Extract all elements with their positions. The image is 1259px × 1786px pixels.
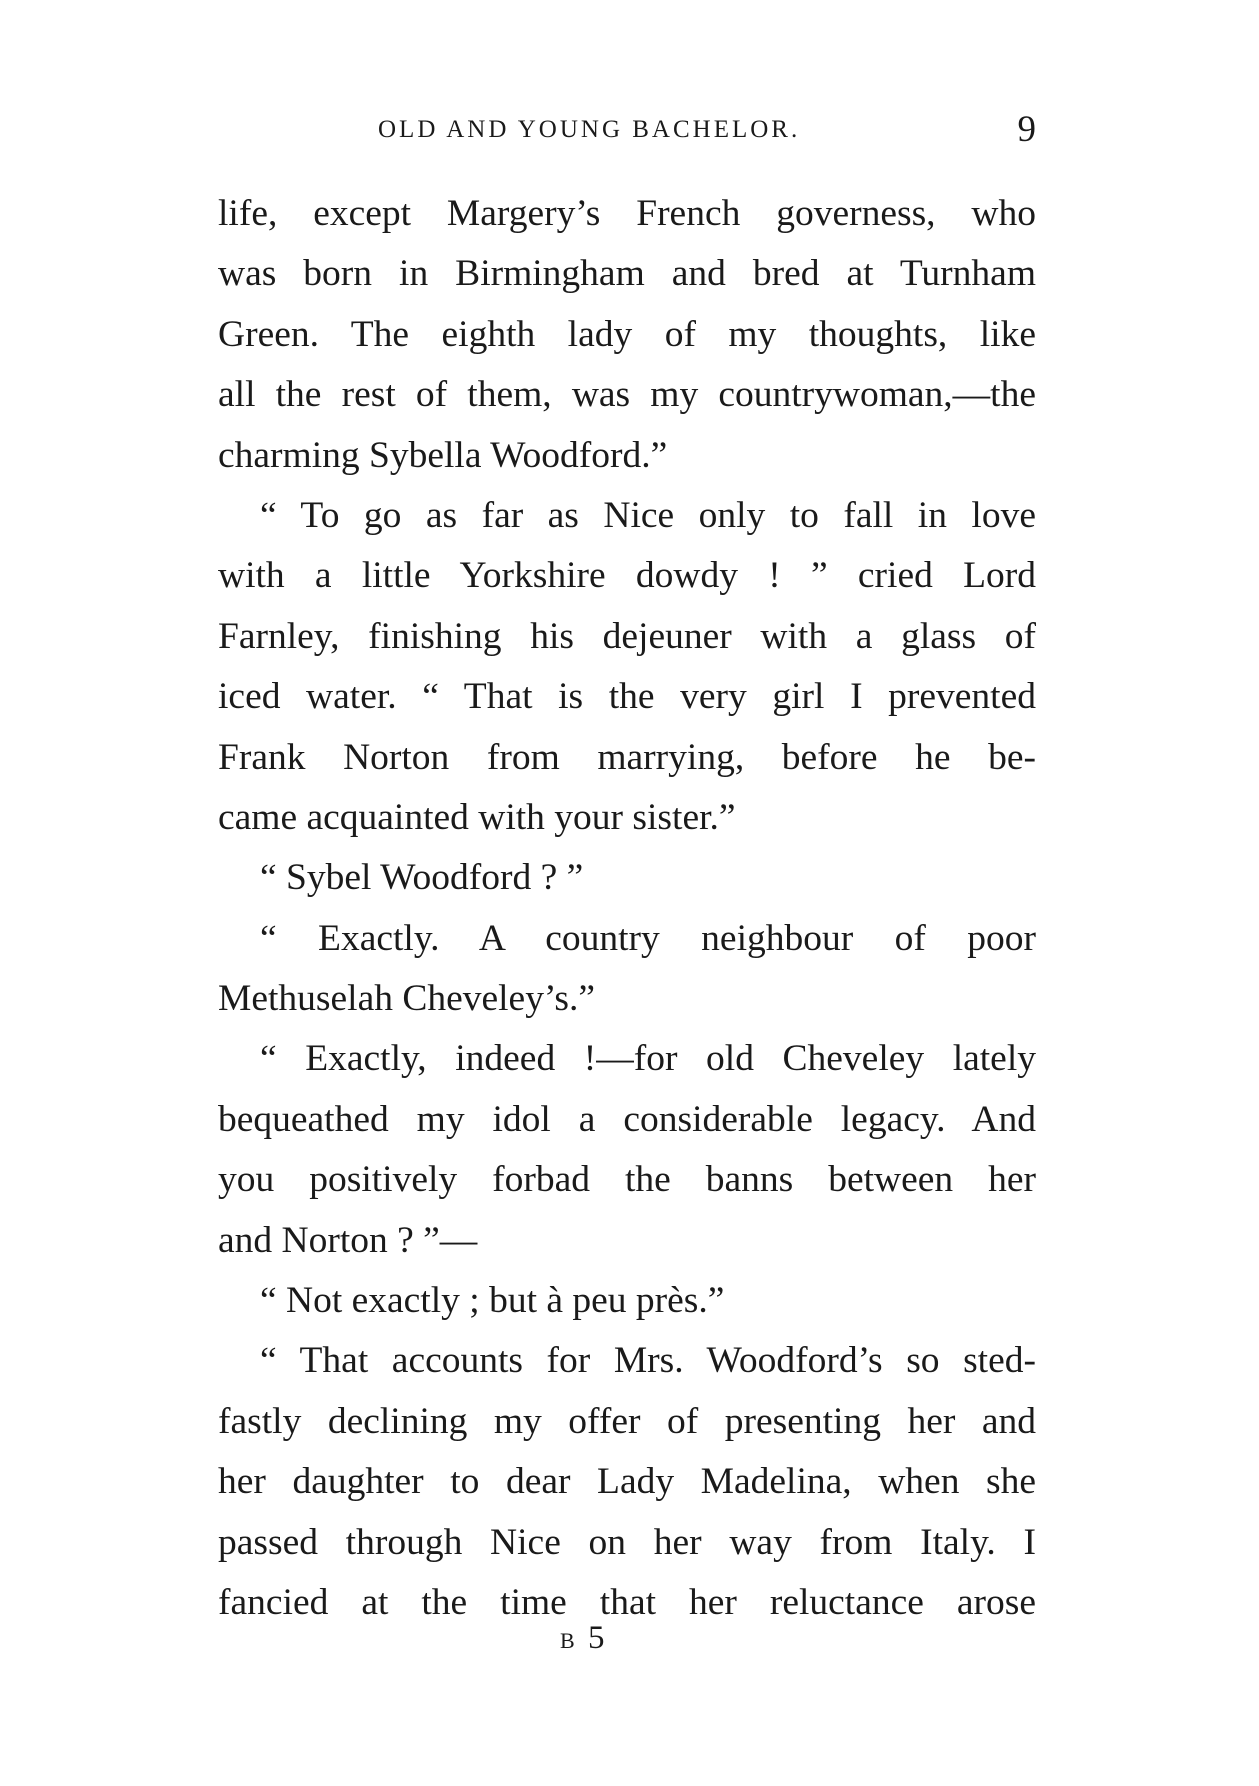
text-line: fancied at the time that her reluctance arose xyxy=(218,1581,1036,1623)
text-line: “ To go as far as Nice only to fall in love xyxy=(260,494,1036,536)
running-head xyxy=(218,108,1036,152)
text-line: iced water. “ That is the very girl I prevented xyxy=(218,676,1036,718)
text-line: “ Exactly, indeed !—for old Cheveley lately xyxy=(260,1038,1036,1080)
text-line: came acquainted with your sister.” xyxy=(218,796,736,838)
signature-mark xyxy=(560,1620,607,1657)
signature-letter: B xyxy=(560,1628,578,1653)
text-line: Farnley, finishing his dejeuner with a glass of xyxy=(218,615,1036,657)
body-text xyxy=(218,184,1036,1633)
text-line: was born in Birmingham and bred at Turnham xyxy=(218,253,1036,295)
text-line: with a little Yorkshire dowdy ! ” cried Lord xyxy=(218,555,1036,597)
text-line: her daughter to dear Lady Madelina, when she xyxy=(218,1461,1036,1503)
text-line: Methuselah Cheveley’s.” xyxy=(218,978,595,1020)
signature-number: 5 xyxy=(587,1620,608,1656)
text-line: life, except Margery’s French governess, who xyxy=(218,193,1036,234)
text-line: Green. The eighth lady of my thoughts, like xyxy=(218,313,1036,355)
page-number: 9 xyxy=(1017,109,1036,150)
text-line: you positively forbad the banns between her xyxy=(218,1159,1036,1201)
text-line: “ Sybel Woodford ? ” xyxy=(260,857,584,899)
text-line: charming Sybella Woodford.” xyxy=(218,434,668,476)
text-line: bequeathed my idol a considerable legacy. And xyxy=(218,1098,1036,1140)
text-line: all the rest of them, was my countrywoman,—the xyxy=(218,374,1036,416)
running-title: OLD AND YOUNG BACHELOR. xyxy=(378,116,801,143)
text-line: “ Not exactly ; but à peu près.” xyxy=(260,1280,725,1322)
text-line: passed through Nice on her way from Italy. I xyxy=(218,1521,1036,1563)
text-line: Frank Norton from marrying, before he be- xyxy=(218,736,1036,778)
text-line: “ That accounts for Mrs. Woodford’s so sted- xyxy=(260,1340,1036,1382)
text-line: fastly declining my offer of presenting her and xyxy=(218,1400,1036,1442)
text-line: and Norton ? ”— xyxy=(218,1219,478,1261)
text-line: “ Exactly. A country neighbour of poor xyxy=(260,917,1036,959)
